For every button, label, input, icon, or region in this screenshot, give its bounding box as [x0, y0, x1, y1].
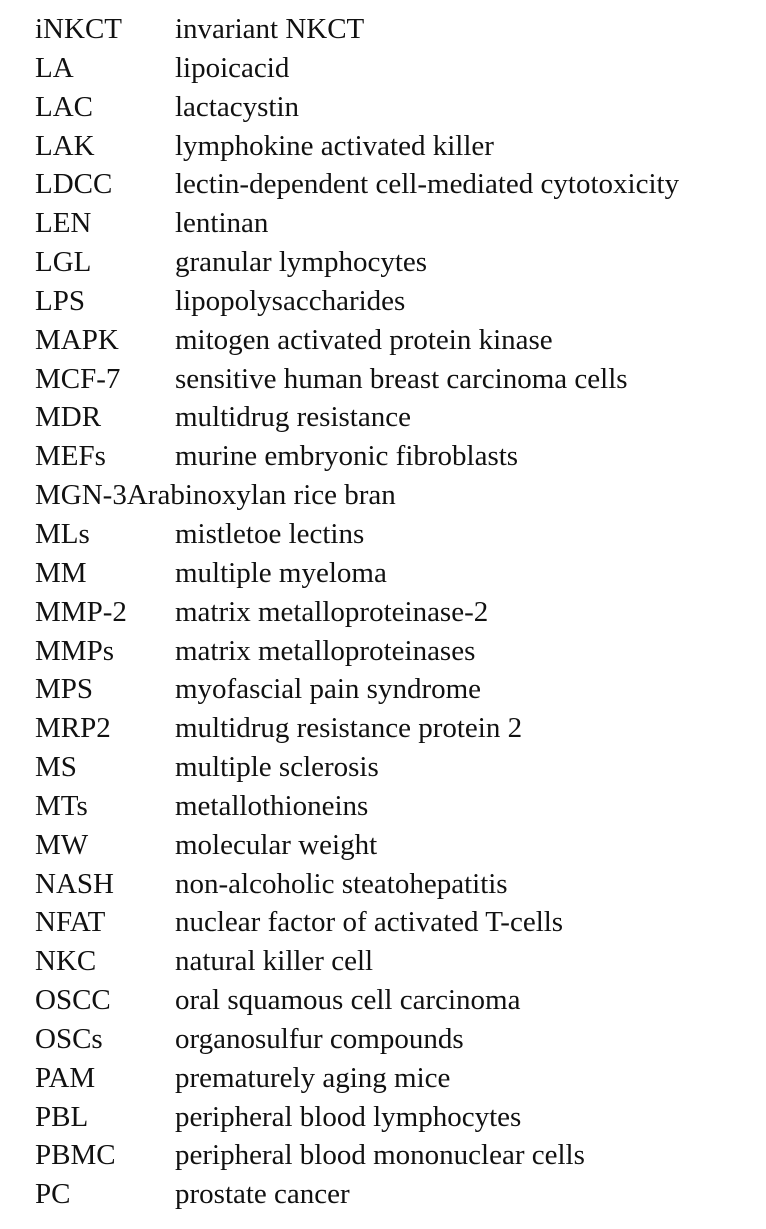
abbreviation-term: MGN-3: [35, 479, 127, 512]
abbreviation-definition: prostate cancer: [175, 1178, 350, 1211]
abbreviation-row: [0, 360, 766, 399]
abbreviation-row: [0, 903, 766, 942]
abbreviation-term: PC: [35, 1178, 71, 1211]
abbreviation-row: [0, 787, 766, 826]
abbreviation-definition: lactacystin: [175, 90, 300, 123]
abbreviation-term: MPS: [35, 673, 94, 706]
abbreviation-row: [0, 1098, 766, 1137]
abbreviation-row: [0, 865, 766, 904]
abbreviation-term: NKC: [35, 945, 97, 978]
abbreviation-term: PBL: [35, 1100, 89, 1133]
abbreviation-row: [0, 88, 766, 127]
abbreviation-definition: nuclear factor of activated T-cells: [175, 906, 564, 939]
abbreviation-term: MM: [35, 556, 87, 589]
abbreviation-term: MTs: [35, 789, 88, 822]
abbreviation-term: LAK: [35, 129, 95, 162]
abbreviation-term: PBMC: [35, 1139, 116, 1172]
abbreviation-definition: granular lymphocytes: [175, 246, 428, 279]
abbreviation-definition: mistletoe lectins: [175, 517, 365, 550]
abbreviation-definition: multidrug resistance: [175, 401, 411, 434]
abbreviation-term: MRP2: [35, 712, 111, 745]
abbreviation-row: [0, 981, 766, 1020]
abbreviation-term: MDR: [35, 401, 102, 434]
abbreviation-row: [0, 826, 766, 865]
abbreviation-definition: lipoicacid: [175, 51, 290, 84]
abbreviation-list: [0, 10, 766, 1214]
abbreviation-term: MW: [35, 828, 89, 861]
abbreviation-definition: myofascial pain syndrome: [175, 673, 482, 706]
abbreviation-row: [0, 515, 766, 554]
abbreviation-term: PAM: [35, 1061, 96, 1094]
abbreviation-definition: matrix metalloproteinases: [175, 634, 476, 667]
abbreviation-definition: prematurely aging mice: [175, 1061, 451, 1094]
abbreviation-definition: multidrug resistance protein 2: [175, 712, 523, 745]
abbreviation-row: [0, 1175, 766, 1214]
abbreviation-definition: lectin-dependent cell-mediated cytotoxicity: [175, 168, 680, 201]
abbreviation-definition: murine embryonic fibroblasts: [175, 440, 519, 473]
abbreviation-term: LPS: [35, 284, 85, 317]
abbreviation-definition: invariant NKCT: [175, 13, 365, 45]
abbreviation-row: [0, 709, 766, 748]
abbreviation-definition: non-alcoholic steatohepatitis: [175, 867, 508, 900]
abbreviation-definition: peripheral blood lymphocytes: [175, 1100, 522, 1133]
abbreviation-row: [0, 398, 766, 437]
abbreviation-definition: lentinan: [175, 207, 269, 240]
abbreviation-row: [0, 321, 766, 360]
abbreviation-term: MS: [35, 751, 77, 784]
abbreviation-row: [0, 476, 766, 515]
abbreviation-term: MMPs: [35, 634, 114, 667]
abbreviation-definition: molecular weight: [175, 828, 378, 861]
abbreviation-definition: oral squamous cell carcinoma: [175, 984, 521, 1017]
abbreviation-row: [0, 670, 766, 709]
abbreviation-term: OSCs: [35, 1022, 103, 1055]
abbreviation-row: [0, 1136, 766, 1175]
abbreviation-term: MAPK: [35, 323, 119, 356]
abbreviation-term: NFAT: [35, 906, 106, 939]
abbreviation-definition: metallothioneins: [175, 789, 369, 822]
abbreviation-term: LDCC: [35, 168, 113, 201]
abbreviation-definition: lipopolysaccharides: [175, 284, 406, 317]
abbreviation-term: NASH: [35, 867, 114, 900]
abbreviation-definition: peripheral blood mononuclear cells: [175, 1139, 585, 1172]
abbreviation-term: LA: [35, 51, 74, 84]
abbreviation-term: iNKCT: [35, 13, 122, 45]
abbreviation-row: [0, 942, 766, 981]
abbreviation-row: [0, 165, 766, 204]
abbreviation-row: [0, 204, 766, 243]
abbreviation-term: MCF-7: [35, 362, 121, 395]
abbreviation-definition: mitogen activated protein kinase: [175, 323, 553, 356]
abbreviation-row: [0, 10, 766, 49]
abbreviation-row: [0, 1059, 766, 1098]
abbreviation-row: [0, 49, 766, 88]
abbreviation-row: [0, 127, 766, 166]
abbreviation-definition: natural killer cell: [175, 945, 374, 978]
abbreviation-definition: lymphokine activated killer: [175, 129, 494, 162]
abbreviation-row: [0, 632, 766, 671]
abbreviation-term: LGL: [35, 246, 92, 279]
abbreviation-definition: organosulfur compounds: [175, 1022, 464, 1055]
abbreviation-row: [0, 593, 766, 632]
abbreviation-definition: matrix metalloproteinase-2: [175, 595, 489, 628]
abbreviation-row: [0, 282, 766, 321]
abbreviation-term: OSCC: [35, 984, 111, 1017]
abbreviation-definition: multiple myeloma: [175, 556, 387, 589]
abbreviation-row: [0, 243, 766, 282]
abbreviation-definition: multiple sclerosis: [175, 751, 379, 784]
abbreviation-term: LEN: [35, 207, 92, 240]
abbreviation-row: [0, 554, 766, 593]
abbreviation-definition: Arabinoxylan rice bran: [126, 479, 396, 512]
abbreviation-row: [0, 1020, 766, 1059]
abbreviation-definition: sensitive human breast carcinoma cells: [175, 362, 628, 395]
abbreviation-term: MMP-2: [35, 595, 127, 628]
abbreviation-row: [0, 748, 766, 787]
abbreviation-row: [0, 437, 766, 476]
abbreviation-term: MEFs: [35, 440, 106, 473]
abbreviation-term: MLs: [35, 517, 90, 550]
abbreviation-term: LAC: [35, 90, 93, 123]
